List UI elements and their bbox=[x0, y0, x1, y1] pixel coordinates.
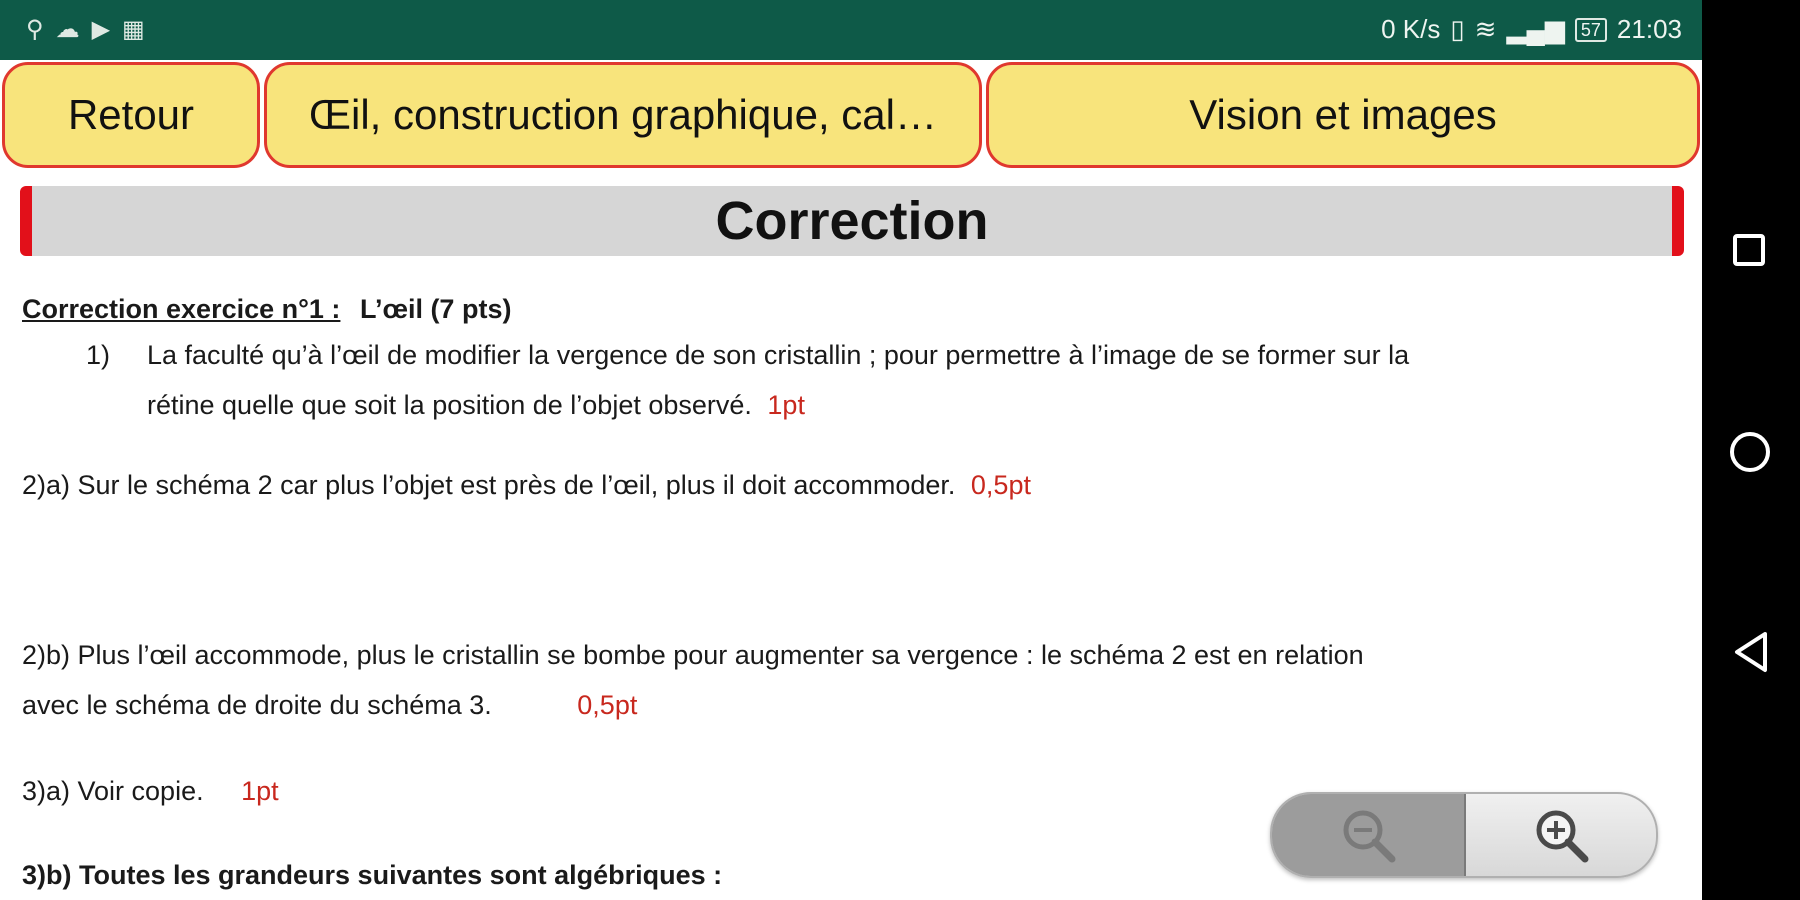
exercise-heading-prefix: Correction exercice n°1 : bbox=[22, 294, 341, 324]
status-bar bbox=[0, 0, 1702, 60]
signal-icon: ▂▄▆ bbox=[1506, 14, 1565, 44]
notification-icon: ▦ bbox=[122, 16, 145, 43]
page-title: Correction bbox=[20, 186, 1684, 256]
question-2a-points: 0,5pt bbox=[970, 470, 1031, 500]
cloud-icon: ☁ bbox=[55, 16, 80, 43]
question-3a bbox=[22, 776, 279, 807]
question-3a-points: 1pt bbox=[241, 776, 279, 806]
status-left-icons bbox=[26, 16, 145, 44]
chapter-button[interactable]: Œil, construction graphique, cal… bbox=[264, 62, 982, 168]
zoom-out-icon bbox=[1338, 805, 1398, 865]
question-3b: 3)b) Toutes les grandeurs suivantes sont algébriques : bbox=[22, 860, 723, 890]
circle-icon[interactable] bbox=[1730, 432, 1770, 472]
triangle-back-icon[interactable] bbox=[1733, 630, 1769, 674]
zoom-control bbox=[1270, 792, 1658, 878]
question-2b-text: avec le schéma de droite du schéma 3. bbox=[22, 690, 492, 720]
zoom-out-button[interactable] bbox=[1272, 794, 1464, 876]
question-1-line-1: La faculté qu’à l’œil de modifier la vergence de son cristallin ; pour permettre à l’image de se former sur la bbox=[147, 340, 1410, 370]
question-1-line-2 bbox=[147, 390, 805, 421]
youtube-icon: ▶ bbox=[91, 16, 111, 43]
zoom-in-button[interactable] bbox=[1466, 794, 1656, 876]
back-button[interactable]: Retour bbox=[2, 62, 260, 168]
exercise-heading-suffix: L’œil (7 pts) bbox=[359, 294, 512, 324]
usb-icon: ⚲ bbox=[26, 16, 44, 43]
question-2b-line-1: 2)b) Plus l’œil accommode, plus le cristallin se bombe pour augmenter sa vergence : le schéma 2 est en relation bbox=[22, 640, 1364, 670]
section-button[interactable]: Vision et images bbox=[986, 62, 1700, 168]
exercise-heading bbox=[22, 294, 511, 325]
question-3a-text: 3)a) Voir copie. bbox=[22, 776, 204, 806]
zoom-in-icon bbox=[1531, 805, 1591, 865]
network-speed: 0 K/s bbox=[1381, 14, 1441, 44]
time: 21:03 bbox=[1616, 14, 1682, 44]
battery-indicator: 57 bbox=[1575, 18, 1607, 42]
vibrate-icon: ▯ bbox=[1450, 14, 1465, 44]
status-right bbox=[1381, 14, 1682, 45]
question-1-text: rétine quelle que soit la position de l’objet observé. bbox=[147, 390, 752, 420]
square-icon[interactable] bbox=[1733, 234, 1765, 266]
wifi-icon: ≋ bbox=[1474, 14, 1497, 44]
question-1-points: 1pt bbox=[767, 390, 805, 420]
question-2a-text: 2)a) Sur le schéma 2 car plus l’objet est près de l’œil, plus il doit accommoder. bbox=[22, 470, 956, 500]
question-1-number: 1) bbox=[86, 340, 111, 370]
question-2b-line-2 bbox=[22, 690, 637, 721]
question-2a bbox=[22, 470, 1031, 501]
question-2b-points: 0,5pt bbox=[577, 690, 638, 720]
